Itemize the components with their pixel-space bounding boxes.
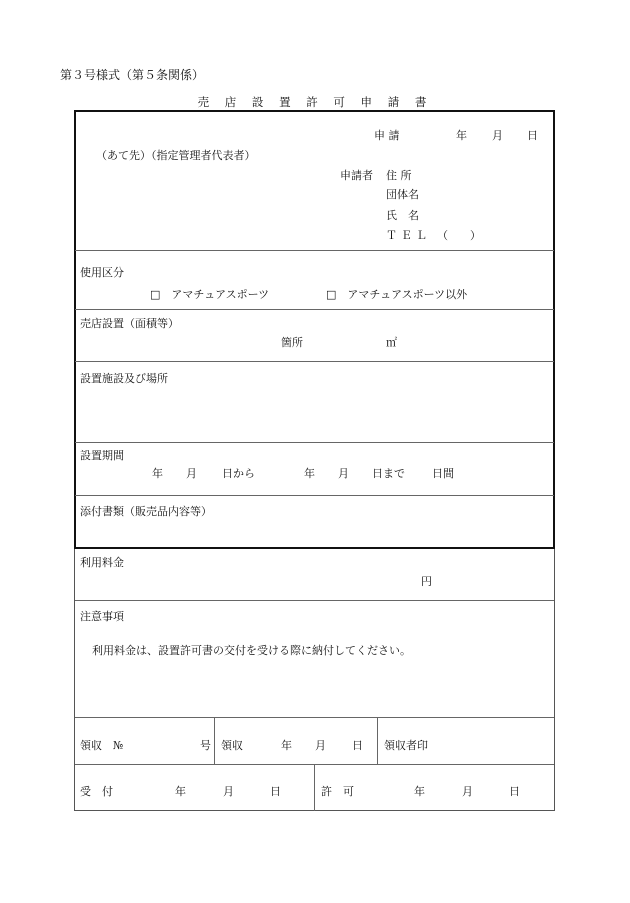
divider-5	[75, 495, 554, 496]
application-month: 月	[492, 129, 503, 142]
notes-label: 注意事項	[80, 610, 124, 623]
receipt-date-label: 領収	[221, 739, 243, 752]
received-day: 日	[270, 785, 281, 798]
divider-2	[75, 309, 554, 310]
period-end-year: 年	[304, 467, 315, 480]
stall-label: 売店設置（面積等）	[80, 317, 179, 330]
receipt-seal-label: 領収者印	[384, 739, 428, 752]
address-label: 住 所	[386, 169, 412, 182]
tel-label: ＴＥＬ	[386, 229, 431, 242]
addressee: （あて先）（指定管理者代表者）	[96, 149, 256, 162]
processing-divider	[314, 764, 315, 811]
receipt-no-label: 領収 №	[80, 739, 124, 752]
stall-area-unit: ㎡	[386, 336, 397, 349]
divider-4	[75, 442, 554, 443]
form-id: 第３号様式（第５条関係）	[60, 68, 205, 82]
period-end-month: 月	[338, 467, 349, 480]
stall-count-unit: 箇所	[281, 336, 303, 349]
received-month: 月	[223, 785, 234, 798]
period-start-day: 日から	[222, 467, 255, 480]
attachments-label: 添付書類（販売品内容等）	[80, 505, 212, 518]
period-label: 設置期間	[80, 449, 124, 462]
fee-label: 利用料金	[80, 556, 124, 569]
name-label: 氏 名	[386, 209, 419, 222]
permit-label: 許 可	[321, 785, 354, 798]
period-days: 日間	[432, 467, 454, 480]
divider-3	[75, 361, 554, 362]
period-end-day: 日まで	[372, 467, 405, 480]
usage-option-non-amateur[interactable]: □ アマチュアスポーツ以外	[326, 288, 468, 301]
group-label: 団体名	[386, 188, 419, 201]
application-year: 年	[456, 129, 467, 142]
application-date-label: 申 請	[374, 129, 400, 142]
permit-day: 日	[509, 785, 520, 798]
usage-option-amateur[interactable]: □ アマチュアスポーツ	[150, 288, 270, 301]
application-day: 日	[527, 129, 538, 142]
permit-month: 月	[462, 785, 473, 798]
tel-parens: （ ）	[437, 229, 481, 242]
receipt-divider-2	[377, 717, 378, 764]
divider-6	[75, 600, 554, 601]
receipt-day: 日	[352, 739, 363, 752]
location-label: 設置施設及び場所	[80, 372, 168, 385]
receipt-divider-1	[214, 717, 215, 764]
divider-7	[75, 717, 554, 718]
receipt-year: 年	[281, 739, 292, 752]
notes-text: 利用料金は、設置許可書の交付を受ける際に納付してください。	[92, 644, 411, 657]
applicant-label: 申請者	[340, 169, 373, 182]
page-title: 売 店 設 置 許 可 申 請 書	[197, 95, 433, 109]
permit-year: 年	[414, 785, 425, 798]
period-start-month: 月	[186, 467, 197, 480]
divider-1	[75, 250, 554, 251]
receipt-no-unit: 号	[200, 739, 211, 752]
fee-unit: 円	[421, 575, 432, 588]
period-start-year: 年	[152, 467, 163, 480]
receipt-month: 月	[315, 739, 326, 752]
received-label: 受 付	[80, 785, 113, 798]
received-year: 年	[175, 785, 186, 798]
usage-label: 使用区分	[80, 266, 124, 279]
